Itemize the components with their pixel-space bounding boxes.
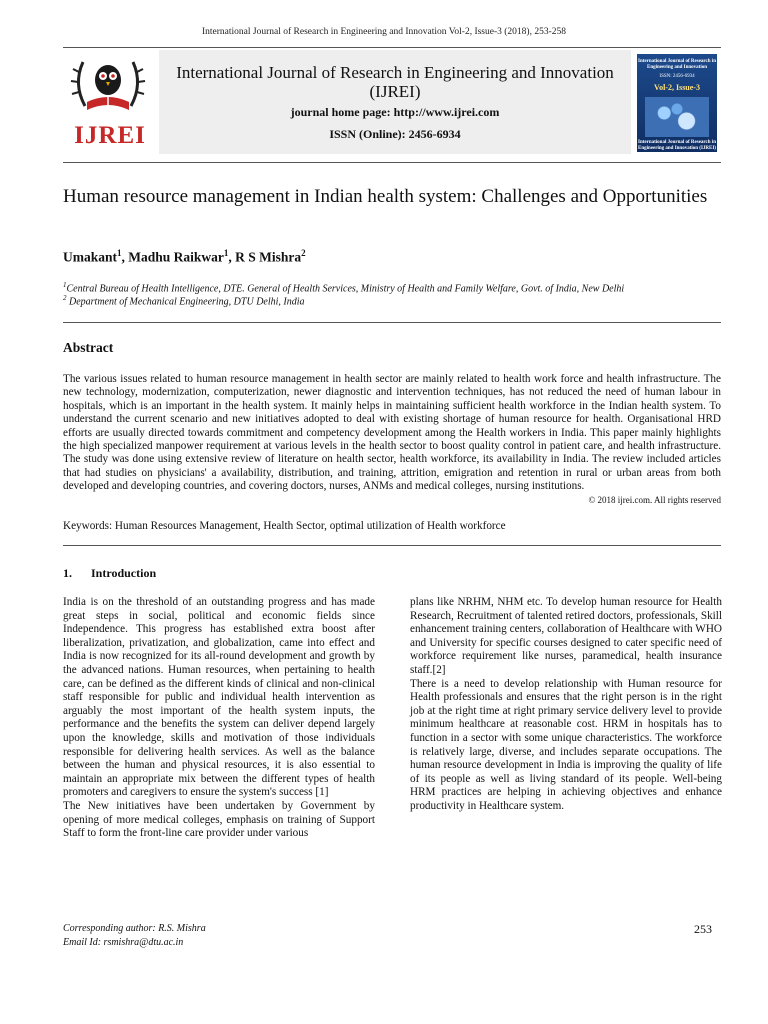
author-list: Umakant$^1$, Madhu Raikwar$^1$, R S Mishra$^2$ xyxy=(63,248,306,265)
abstract-body xyxy=(63,373,721,507)
cover-volume: Vol-2, Issue-3 xyxy=(654,83,700,92)
owl-book-emblem-icon xyxy=(63,54,153,120)
author-name: R S Mishra xyxy=(235,249,302,265)
journal-issn: ISSN (Online): 2456-6934 xyxy=(329,127,461,141)
author-sup: 1 xyxy=(223,248,229,258)
abstract-rule xyxy=(63,545,721,546)
corresponding-author-name: Corresponding author: R.S. Mishra xyxy=(63,923,206,934)
journal-header xyxy=(63,50,721,154)
journal-logo xyxy=(63,54,153,150)
corresponding-author xyxy=(63,922,206,950)
affiliation-sup: 1 xyxy=(63,281,67,289)
body-column-left xyxy=(63,596,375,841)
affiliation-text: Central Bureau of Health Intelligence, DTE. General of Health Services, Ministry of Health and Family Welfare, Govt. of India, New Delhi xyxy=(66,283,625,295)
logo-text: IJREI xyxy=(74,122,146,149)
paragraph: The New initiatives have been undertaken by Government by opening of more medical colleges, emphasis on training of Support Staff to form the front-line care provider under various xyxy=(63,799,375,840)
author-name: Umakant xyxy=(63,249,118,265)
journal-cover-image xyxy=(637,54,717,152)
keywords: Keywords: Human Resources Management, Health Sector, optimal utilization of Health workforce xyxy=(63,520,506,532)
cover-footer: International Journal of Research in Engineering and Innovation (IJREI) xyxy=(638,140,716,151)
copyright-notice: © 2018 ijrei.com. All rights reserved xyxy=(588,494,721,505)
journal-title-block xyxy=(159,50,631,154)
cover-artwork xyxy=(645,97,709,137)
abstract-text: The various issues related to human resource management in health sector are mainly related to health work force and health infrastructure. The new technology, modernization, computerization, newer diagnostic and intervention techniques, has not reduced the need of human labour in hospitals, which is an important in the health system. It mainly helps in maintaining sufficient health workforce in the Indian health system. To understand the current scenario and new initiatives adopted to deal with existing shortage of human resource for health. Organisational HRD efforts are usually directed towards commitment and competency development among the Health workers in India. This paper mainly highlights the high specialized manpower requirement at various levels in the health sector to boost quality control in patient care, and health infrastructure. The study was done using extensive review of literature on health sector, health workforce, its availability in India. The review included articles that had studies on physicians' a availability, distribution, and training, attrition, emigration and retention in rural or urban areas from both developed and developing countries, and covering doctors, nurses, ANMs and medical colleges, nursing institutions. xyxy=(63,373,721,493)
body-column-right xyxy=(410,596,722,814)
author-sup: 2 xyxy=(301,248,306,258)
author-sup: 1 xyxy=(117,248,122,258)
running-header: International Journal of Research in Engineering and Innovation Vol-2, Issue-3 (2018), 253-258 xyxy=(202,27,566,37)
affiliation-sup: 2 xyxy=(63,294,67,302)
header-bottom-rule xyxy=(63,162,721,163)
abstract-heading: Abstract xyxy=(63,340,114,355)
section-title: Introduction xyxy=(91,566,157,580)
page-number: 253 xyxy=(694,922,712,936)
affiliation-text: Department of Mechanical Engineering, DTU Delhi, India xyxy=(69,296,305,308)
affiliation-2 xyxy=(63,294,721,307)
journal-abbr: (IJREI) xyxy=(369,82,421,101)
author-name: Madhu Raikwar xyxy=(128,249,224,265)
journal-home-page[interactable]: journal home page: http://www.ijrei.com xyxy=(290,105,500,119)
paragraph: plans like NRHM, NHM etc. To develop human resource for Health Research, Recruitment of talented retired doctors, professionals, Skill enhancement training centers, collaboration of Healthcare with WHO and University for specific courses designed to cater specific need of workforce requirement like nurses, paramedical, health insurance staff.[2] xyxy=(410,596,722,676)
article-title: Human resource management in Indian health system: Challenges and Opportunities xyxy=(63,186,708,207)
section-number: 1. xyxy=(63,566,72,580)
cover-issn: ISSN: 2456-6934 xyxy=(659,74,695,79)
paragraph: India is on the threshold of an outstanding progress and has made great steps in social, political and economic fields since Independence. This progress has established extra boost after liberalization, privatization, and globalization, came into effect and India is now recognized for its all-round development and growth by the advanced nations. Human resources, when pertaining to health care, can be defined as the different kinds of clinical and non-clinical staff responsible for public and individual health intervention as arguably the most important of the health system inputs, the performance and the benefits the system can deliver depend largely upon the knowledge, skills and motivation of those individuals responsible for delivering health services. As well as the balance between the human and physical resources, it is also essential to maintain an appropriate mix between the different types of health promoters and caregivers to ensure the system's success [1] xyxy=(63,596,375,799)
paragraph: There is a need to develop relationship with Human resource for Health professionals and ensures that the right person is in the right job at the right time at right primary service delivery level to provide minimum healthcare at reasonable cost. HRM in hospitals has to function in a sector with some unique characteristics. The workforce is relatively large, diverse, and includes separate occupations. The human resource development in India is improving the quality of life of its people as well as living standard of its people. Well-being HRM practices are helping in achieving objectives and enhance productivity in Healthcare system. xyxy=(410,677,722,812)
section-heading-introduction xyxy=(63,566,156,581)
header-top-rule xyxy=(63,47,721,48)
affiliation-1 xyxy=(63,281,721,294)
cover-title: International Journal of Research in Engineering and Innovation xyxy=(638,59,716,70)
journal-name: International Journal of Research in Engineering and Innovation xyxy=(176,63,614,82)
corresponding-author-email[interactable]: Email Id: rsmishra@dtu.ac.in xyxy=(63,937,184,948)
affiliation-rule xyxy=(63,322,721,323)
